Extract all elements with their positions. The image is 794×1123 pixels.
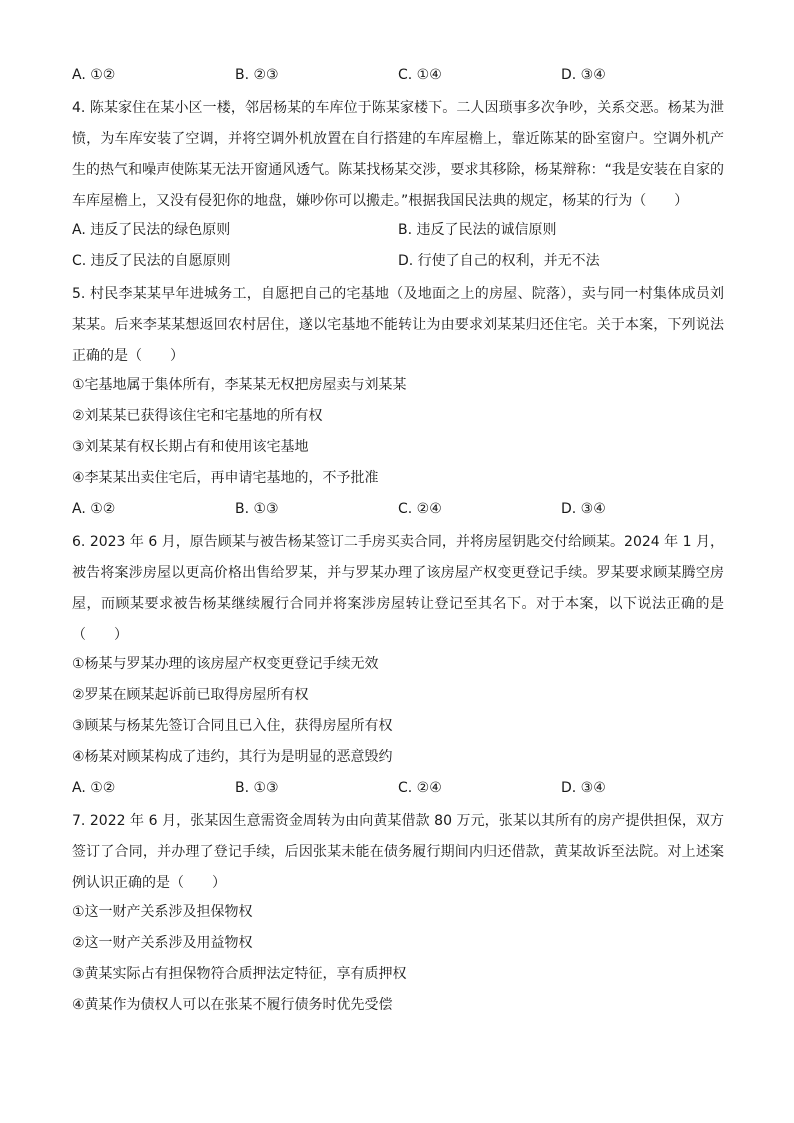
q6-item-1: ①杨某与罗某办理的该房屋产权变更登记手续无效 bbox=[72, 656, 379, 672]
q3-option-b: B. ②③ bbox=[235, 67, 279, 83]
q6-option-c: C. ②④ bbox=[398, 780, 442, 796]
q5-stem: 5. 村民李某某早年进城务工，自愿把自己的宅基地（及地面之上的房屋、院落），卖与同一村集体成员刘某某。后来李某某想返回农村居住，遂以宅基地不能转让为由要求刘某某归还住宅。关于本案，下列说法正确的是（ ） bbox=[72, 286, 724, 364]
q7-item-2: ②这一财产关系涉及用益物权 bbox=[72, 935, 253, 951]
q6-item-3: ③顾某与杨某先签订合同且已入住，获得房屋所有权 bbox=[72, 718, 393, 734]
q5-options bbox=[72, 496, 724, 527]
q5-option-a: A. ①② bbox=[72, 501, 116, 517]
q7-item-4: ④黄某作为债权人可以在张某不履行债务时优先受偿 bbox=[72, 997, 393, 1013]
q4-option-b: B. 违反了民法的诚信原则 bbox=[398, 222, 557, 238]
exam-page bbox=[72, 62, 724, 1023]
q7-item-1: ①这一财产关系涉及担保物权 bbox=[72, 904, 253, 920]
q3-option-c: C. ①④ bbox=[398, 67, 442, 83]
q5-option-c: C. ②④ bbox=[398, 501, 442, 517]
q7-stem: 7. 2022 年 6 月，张某因生意需资金周转为由向黄某借款 80 万元，张某以其所有的房产提供担保，双方签订了合同，并办理了登记手续，后因张某未能在债务履行期间内归还借款，黄某故诉至法院。对上述案例认识正确的是（ ） bbox=[72, 813, 724, 891]
q5-item-1: ①宅基地属于集体所有，李某某无权把房屋卖与刘某某 bbox=[72, 377, 407, 393]
q6-options bbox=[72, 775, 724, 806]
q4-option-d: D. 行使了自己的权利，并无不法 bbox=[398, 253, 600, 269]
q4-options-row2 bbox=[72, 248, 724, 279]
q5-item-2: ②刘某某已获得该住宅和宅基地的所有权 bbox=[72, 408, 323, 424]
q6-stem: 6. 2023 年 6 月，原告顾某与被告杨某签订二手房买卖合同，并将房屋钥匙交付给顾某。2024 年 1 月，被告将案涉房屋以更高价格出售给罗某，并与罗某办理了该房屋产权变更登记手续。罗某要求顾某腾空房屋，而顾某要求被告杨某继续履行合同并将案涉房屋转让登记至其名下。对于本案，以下说法正确的是（ ） bbox=[72, 534, 724, 643]
q6-item-4: ④杨某对顾某构成了违约，其行为是明显的恶意毁约 bbox=[72, 749, 393, 765]
q4-option-a: A. 违反了民法的绿色原则 bbox=[72, 222, 231, 238]
q3-options bbox=[72, 62, 724, 93]
q4-option-c: C. 违反了民法的自愿原则 bbox=[72, 253, 231, 269]
q3-option-d: D. ③④ bbox=[561, 67, 606, 83]
q5-item-3: ③刘某某有权长期占有和使用该宅基地 bbox=[72, 439, 309, 455]
q6-item-2: ②罗某在顾某起诉前已取得房屋所有权 bbox=[72, 687, 309, 703]
q4-stem: 4. 陈某家住在某小区一楼，邻居杨某的车库位于陈某家楼下。二人因琐事多次争吵，关系交恶。杨某为泄愤，为车库安装了空调，并将空调外机放置在自行搭建的车库屋檐上，靠近陈某的卧室窗户。空调外机产生的热气和噪声使陈某无法开窗通风透气。陈某找杨某交涉，要求其移除，杨某辩称：“我是安装在自家的车库屋檐上，又没有侵犯你的地盘，嫌吵你可以搬走。”根据我国民法典的规定，杨某的行为（ ） bbox=[72, 100, 724, 209]
q5-item-4: ④李某某出卖住宅后，再申请宅基地的，不予批准 bbox=[72, 470, 379, 486]
q5-option-b: B. ①③ bbox=[235, 501, 279, 517]
q5-option-d: D. ③④ bbox=[561, 501, 606, 517]
q7-item-3: ③黄某实际占有担保物符合质押法定特征，享有质押权 bbox=[72, 966, 407, 982]
q6-option-a: A. ①② bbox=[72, 780, 116, 796]
q6-option-d: D. ③④ bbox=[561, 780, 606, 796]
q4-options-row1 bbox=[72, 217, 724, 248]
q6-option-b: B. ①③ bbox=[235, 780, 279, 796]
q3-option-a: A. ①② bbox=[72, 67, 116, 83]
